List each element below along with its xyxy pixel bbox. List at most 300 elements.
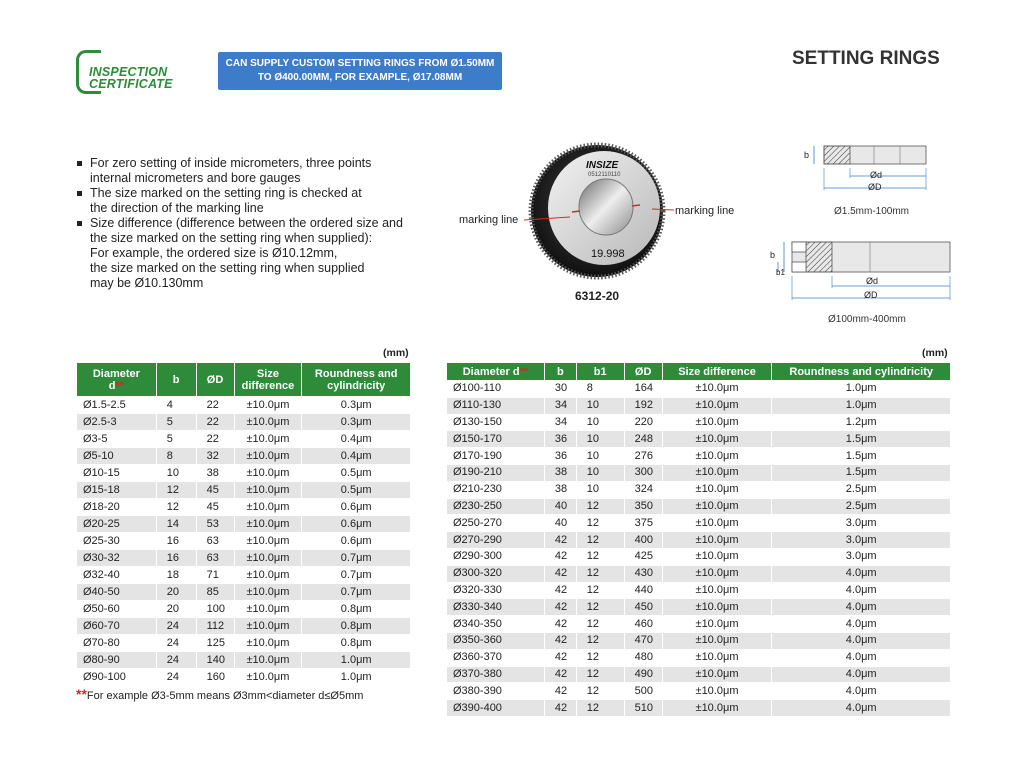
page-title: SETTING RINGS	[792, 48, 940, 69]
table-row	[447, 548, 951, 565]
table-cell: 10	[576, 414, 624, 431]
table-cell: 22	[196, 397, 234, 414]
table-cell: Ø10-15	[77, 465, 157, 482]
table-cell: ±10.0μm	[234, 584, 302, 601]
table-cell: 16	[156, 550, 196, 567]
table-cell: Ø230-250	[447, 498, 545, 515]
setting-ring-table-large	[446, 362, 951, 717]
table-cell: 1.0μm	[302, 652, 411, 669]
table-cell: 0.8μm	[302, 635, 411, 652]
table-cell: 10	[576, 431, 624, 448]
table-row	[77, 652, 411, 669]
table-cell: 10	[576, 448, 624, 465]
diagram2-caption: Ø100mm-400mm	[828, 314, 906, 325]
table-cell: 2.5μm	[772, 481, 951, 498]
table-cell: 63	[196, 533, 234, 550]
table-cell: ±10.0μm	[662, 632, 772, 649]
table-cell: 42	[544, 666, 576, 683]
table-cell: 42	[544, 649, 576, 666]
table-cell: 0.7μm	[302, 584, 411, 601]
table-cell: 16	[156, 533, 196, 550]
table-cell: Ø110-130	[447, 397, 545, 414]
table-cell: 4.0μm	[772, 565, 951, 582]
table-cell: 3.0μm	[772, 548, 951, 565]
table-cell: 45	[196, 482, 234, 499]
table-cell: 42	[544, 599, 576, 616]
table-cell: ±10.0μm	[662, 397, 772, 414]
table-cell: ±10.0μm	[662, 700, 772, 717]
table-row	[77, 431, 411, 448]
diagram1-d-label: Ød	[870, 170, 883, 180]
ring-size-mark: 19.998	[591, 248, 625, 260]
table-cell: 63	[196, 550, 234, 567]
table-cell: ±10.0μm	[234, 414, 302, 431]
diagram2-d-label: Ød	[866, 276, 879, 286]
table-cell: 40	[544, 515, 576, 532]
table-cell: 0.7μm	[302, 550, 411, 567]
table-cell: 12	[156, 499, 196, 516]
table-cell: 112	[196, 618, 234, 635]
table-row	[77, 499, 411, 516]
logo-line-1: INSPECTION	[89, 65, 168, 79]
table-cell: 12	[156, 482, 196, 499]
table-cell: 220	[624, 414, 662, 431]
table-cell: Ø5-10	[77, 448, 157, 465]
table-cell: ±10.0μm	[662, 431, 772, 448]
table-cell: ±10.0μm	[234, 482, 302, 499]
table-cell: 1.2μm	[772, 414, 951, 431]
table-cell: 192	[624, 397, 662, 414]
table-row	[447, 582, 951, 599]
table-row	[77, 567, 411, 584]
table-cell: 38	[196, 465, 234, 482]
table-cell: Ø18-20	[77, 499, 157, 516]
table-cell: 0.4μm	[302, 431, 411, 448]
table-cell: 5	[156, 414, 196, 431]
table-row	[447, 599, 951, 616]
table-cell: Ø190-210	[447, 464, 545, 481]
table-cell: 248	[624, 431, 662, 448]
table-row	[77, 669, 411, 686]
table-cell: 12	[576, 532, 624, 549]
th-d-label: d	[108, 379, 116, 392]
diagram-large-ring	[770, 236, 955, 306]
table-cell: ±10.0μm	[234, 448, 302, 465]
table-cell: 1.5μm	[772, 464, 951, 481]
table-cell: 8	[576, 381, 624, 398]
table-row	[447, 414, 951, 431]
table-cell: 10	[576, 464, 624, 481]
table-cell: 53	[196, 516, 234, 533]
th2-size-difference: Size difference	[662, 363, 772, 381]
table-cell: 12	[576, 565, 624, 582]
table-cell: 71	[196, 567, 234, 584]
table-cell: 350	[624, 498, 662, 515]
table-row	[77, 601, 411, 618]
table-cell: ±10.0μm	[234, 550, 302, 567]
logo-line-2: CERTIFICATE	[89, 77, 173, 91]
table-cell: 24	[156, 618, 196, 635]
table-cell: 24	[156, 635, 196, 652]
table-cell: 30	[544, 381, 576, 398]
table-cell: ±10.0μm	[234, 601, 302, 618]
table-cell: 40	[544, 498, 576, 515]
table-cell: ±10.0μm	[662, 498, 772, 515]
table-cell: 460	[624, 616, 662, 633]
table-cell: 12	[576, 683, 624, 700]
table-cell: 18	[156, 567, 196, 584]
table-cell: ±10.0μm	[662, 582, 772, 599]
diagram2-b1-label: b1	[776, 268, 785, 277]
table-cell: Ø1.5-2.5	[77, 397, 157, 414]
unit-label-right: (mm)	[922, 347, 948, 359]
table-cell: ±10.0μm	[234, 533, 302, 550]
table-cell: 2.5μm	[772, 498, 951, 515]
table-cell: 12	[576, 548, 624, 565]
table-cell: ±10.0μm	[662, 481, 772, 498]
table-row	[77, 448, 411, 465]
table-row	[77, 516, 411, 533]
table-cell: 1.0μm	[772, 381, 951, 398]
table-cell: 4.0μm	[772, 632, 951, 649]
table-cell: 4.0μm	[772, 582, 951, 599]
table-cell: 300	[624, 464, 662, 481]
table-cell: Ø370-380	[447, 666, 545, 683]
th2-b: b	[544, 363, 576, 381]
table-cell: 0.7μm	[302, 567, 411, 584]
table-row	[447, 565, 951, 582]
table-cell: 8	[156, 448, 196, 465]
table-cell: 38	[544, 481, 576, 498]
unit-label-left: (mm)	[383, 347, 409, 359]
banner-line-2: TO Ø400.00MM, FOR EXAMPLE, Ø17.08MM	[257, 72, 463, 83]
table-cell: ±10.0μm	[234, 652, 302, 669]
th2-diameter-label: Diameter d	[462, 365, 520, 378]
table-cell: 0.3μm	[302, 414, 411, 431]
table-cell: Ø290-300	[447, 548, 545, 565]
table-cell: 1.0μm	[302, 669, 411, 686]
table1-body	[77, 397, 411, 686]
table-cell: 42	[544, 632, 576, 649]
th2-roundness: Roundness and cylindricity	[772, 363, 951, 381]
table-cell: Ø60-70	[77, 618, 157, 635]
th2-b1: b1	[576, 363, 624, 381]
table-cell: 3.0μm	[772, 515, 951, 532]
table-cell: 20	[156, 601, 196, 618]
table-row	[447, 616, 951, 633]
bullet-item	[76, 186, 448, 216]
cross-section-diagram-2	[770, 236, 955, 306]
table-cell: 10	[576, 397, 624, 414]
table-cell: Ø130-150	[447, 414, 545, 431]
bullet-item	[76, 156, 448, 186]
table-cell: 10	[576, 481, 624, 498]
table-cell: Ø50-60	[77, 601, 157, 618]
table-cell: ±10.0μm	[234, 397, 302, 414]
table-cell: Ø330-340	[447, 599, 545, 616]
table-row	[77, 550, 411, 567]
custom-supply-banner	[218, 52, 502, 90]
table-cell: Ø150-170	[447, 431, 545, 448]
th-roundness: Roundness and cylindricity	[302, 363, 411, 397]
table-cell: Ø380-390	[447, 683, 545, 700]
table-cell: 12	[576, 632, 624, 649]
table-cell: 4.0μm	[772, 599, 951, 616]
table-cell: 0.8μm	[302, 618, 411, 635]
marking-line-label-left: marking line	[459, 214, 519, 226]
table-cell: Ø340-350	[447, 616, 545, 633]
table-cell: 324	[624, 481, 662, 498]
table-cell: 430	[624, 565, 662, 582]
table-cell: 34	[544, 397, 576, 414]
table-cell: Ø350-360	[447, 632, 545, 649]
table-cell: ±10.0μm	[234, 516, 302, 533]
table-row	[447, 532, 951, 549]
table-cell: 425	[624, 548, 662, 565]
banner-line-1: CAN SUPPLY CUSTOM SETTING RINGS FROM Ø1.50MM	[225, 58, 495, 69]
diagram2-b-label: b	[770, 250, 776, 260]
table-cell: 276	[624, 448, 662, 465]
table-cell: Ø300-320	[447, 565, 545, 582]
ring-brand: INSIZE	[586, 160, 619, 171]
th2-stars: **	[519, 365, 529, 378]
table-cell: Ø25-30	[77, 533, 157, 550]
table-cell: Ø40-50	[77, 584, 157, 601]
table-cell: 0.6μm	[302, 499, 411, 516]
table-cell: Ø15-18	[77, 482, 157, 499]
table-cell: ±10.0μm	[662, 565, 772, 582]
table-cell: 160	[196, 669, 234, 686]
table-cell: 24	[156, 652, 196, 669]
table-row	[447, 666, 951, 683]
table-cell: ±10.0μm	[234, 465, 302, 482]
table-cell: 12	[576, 582, 624, 599]
table-cell: 140	[196, 652, 234, 669]
table-cell: 0.5μm	[302, 465, 411, 482]
diagram1-caption: Ø1.5mm-100mm	[834, 206, 910, 217]
table-cell: ±10.0μm	[662, 649, 772, 666]
table-cell: 42	[544, 565, 576, 582]
table-cell: 480	[624, 649, 662, 666]
table-row	[77, 482, 411, 499]
diagram1-D-label: ØD	[868, 182, 882, 192]
table-cell: 4.0μm	[772, 700, 951, 717]
bullet-line: internal micrometers and bore gauges	[90, 171, 301, 185]
table-cell: 14	[156, 516, 196, 533]
table-cell: Ø170-190	[447, 448, 545, 465]
table-cell: 1.5μm	[772, 431, 951, 448]
table-row	[77, 397, 411, 414]
table-cell: ±10.0μm	[662, 448, 772, 465]
table-cell: Ø250-270	[447, 515, 545, 532]
table-cell: Ø320-330	[447, 582, 545, 599]
table-cell: 0.6μm	[302, 516, 411, 533]
table-row	[447, 498, 951, 515]
table-cell: 12	[576, 616, 624, 633]
table-cell: 0.3μm	[302, 397, 411, 414]
table-row	[77, 618, 411, 635]
table-cell: 34	[544, 414, 576, 431]
table-cell: Ø80-90	[77, 652, 157, 669]
table-cell: ±10.0μm	[234, 669, 302, 686]
table-cell: 36	[544, 431, 576, 448]
table-cell: Ø90-100	[77, 669, 157, 686]
th2-diameter	[447, 363, 545, 381]
table-row	[447, 464, 951, 481]
table2-body	[447, 381, 951, 717]
table-row	[447, 649, 951, 666]
th-size-difference: Size difference	[234, 363, 302, 397]
table-cell: Ø210-230	[447, 481, 545, 498]
table-cell: ±10.0μm	[662, 599, 772, 616]
table-cell: 470	[624, 632, 662, 649]
table-cell: ±10.0μm	[234, 635, 302, 652]
table-cell: 1.5μm	[772, 448, 951, 465]
table-cell: Ø3-5	[77, 431, 157, 448]
footnote	[76, 686, 363, 702]
table-cell: ±10.0μm	[662, 548, 772, 565]
table-cell: 42	[544, 548, 576, 565]
table-cell: Ø20-25	[77, 516, 157, 533]
table-cell: Ø30-32	[77, 550, 157, 567]
table-row	[447, 481, 951, 498]
table-cell: 375	[624, 515, 662, 532]
table-cell: 10	[156, 465, 196, 482]
table-cell: 12	[576, 649, 624, 666]
table-cell: ±10.0μm	[662, 616, 772, 633]
table-cell: 20	[156, 584, 196, 601]
table-row	[447, 397, 951, 414]
table-cell: 42	[544, 616, 576, 633]
table-cell: 490	[624, 666, 662, 683]
table-cell: 12	[576, 700, 624, 717]
table-cell: Ø70-80	[77, 635, 157, 652]
table-cell: Ø360-370	[447, 649, 545, 666]
bullet-line: may be Ø10.130mm	[90, 276, 204, 290]
diagram2-D-label: ØD	[864, 290, 878, 300]
table-cell: 42	[544, 582, 576, 599]
diagram1-b-label: b	[804, 150, 810, 160]
table-row	[447, 448, 951, 465]
table-cell: 0.4μm	[302, 448, 411, 465]
table-cell: ±10.0μm	[234, 499, 302, 516]
table-cell: 85	[196, 584, 234, 601]
table-cell: ±10.0μm	[234, 618, 302, 635]
table-cell: 36	[544, 448, 576, 465]
table-cell: 100	[196, 601, 234, 618]
table-cell: 42	[544, 683, 576, 700]
feature-bullets	[76, 156, 448, 291]
table-cell: Ø32-40	[77, 567, 157, 584]
table-cell: ±10.0μm	[662, 414, 772, 431]
table-cell: 22	[196, 414, 234, 431]
table-cell: 3.0μm	[772, 532, 951, 549]
th-b: b	[156, 363, 196, 397]
footnote-text: For example Ø3-5mm means Ø3mm<diameter d≤Ø5mm	[86, 690, 364, 702]
table-cell: 1.0μm	[772, 397, 951, 414]
table-cell: 125	[196, 635, 234, 652]
table-cell: ±10.0μm	[662, 464, 772, 481]
table-cell: 42	[544, 700, 576, 717]
table-cell: Ø2.5-3	[77, 414, 157, 431]
table-cell: 32	[196, 448, 234, 465]
marking-lead-lines	[520, 205, 680, 225]
bullet-line: the size marked on the setting ring when supplied):	[90, 231, 373, 245]
footnote-stars: **	[76, 686, 87, 702]
table-cell: 38	[544, 464, 576, 481]
bullet-item	[76, 216, 448, 291]
diagram-small-ring	[800, 140, 940, 200]
table-cell: 45	[196, 499, 234, 516]
table-cell: ±10.0μm	[234, 431, 302, 448]
table-cell: 500	[624, 683, 662, 700]
table-cell: 42	[544, 532, 576, 549]
table-cell: 4.0μm	[772, 616, 951, 633]
inspection-certificate-logo	[76, 50, 196, 94]
th-diameter	[77, 363, 157, 397]
marking-line-label-right: marking line	[675, 205, 735, 217]
table-cell: Ø390-400	[447, 700, 545, 717]
table-row	[447, 632, 951, 649]
table-row	[447, 700, 951, 717]
model-number: 6312-20	[575, 289, 620, 303]
table-cell: 4	[156, 397, 196, 414]
ring-serial: 0512110110	[588, 172, 621, 178]
table-cell: 510	[624, 700, 662, 717]
th-D: ØD	[196, 363, 234, 397]
th-diameter-sub	[77, 380, 156, 392]
table-row	[77, 635, 411, 652]
table-row	[447, 381, 951, 398]
table-row	[77, 465, 411, 482]
bullet-line: Size difference (difference between the ordered size and	[90, 216, 403, 230]
table-row	[77, 533, 411, 550]
bullet-line: the direction of the marking line	[90, 201, 264, 215]
table-row	[77, 584, 411, 601]
table-cell: 5	[156, 431, 196, 448]
table-cell: 400	[624, 532, 662, 549]
table-cell: ±10.0μm	[662, 515, 772, 532]
table-cell: ±10.0μm	[662, 683, 772, 700]
table-cell: 22	[196, 431, 234, 448]
th2-D: ØD	[624, 363, 662, 381]
table-row	[77, 414, 411, 431]
table-row	[447, 683, 951, 700]
table-cell: ±10.0μm	[234, 567, 302, 584]
table-cell: 4.0μm	[772, 683, 951, 700]
bullet-line: For example, the ordered size is Ø10.12mm,	[90, 246, 338, 260]
th-stars: **	[115, 379, 125, 392]
table-cell: 450	[624, 599, 662, 616]
table-row	[447, 431, 951, 448]
table-cell: Ø100-110	[447, 381, 545, 398]
table-cell: 12	[576, 599, 624, 616]
table-cell: 12	[576, 498, 624, 515]
table-cell: 4.0μm	[772, 666, 951, 683]
table-cell: 0.5μm	[302, 482, 411, 499]
table-cell: Ø270-290	[447, 532, 545, 549]
bullet-line: the size marked on the setting ring when supplied	[90, 261, 365, 275]
th-diameter-label: Diameter	[92, 367, 140, 380]
table-cell: 164	[624, 381, 662, 398]
bullet-line: For zero setting of inside micrometers, three points	[90, 156, 372, 170]
table-cell: ±10.0μm	[662, 666, 772, 683]
table-cell: ±10.0μm	[662, 532, 772, 549]
table-cell: 12	[576, 515, 624, 532]
bullet-line: The size marked on the setting ring is checked at	[90, 186, 362, 200]
table-cell: 0.6μm	[302, 533, 411, 550]
table-cell: 24	[156, 669, 196, 686]
